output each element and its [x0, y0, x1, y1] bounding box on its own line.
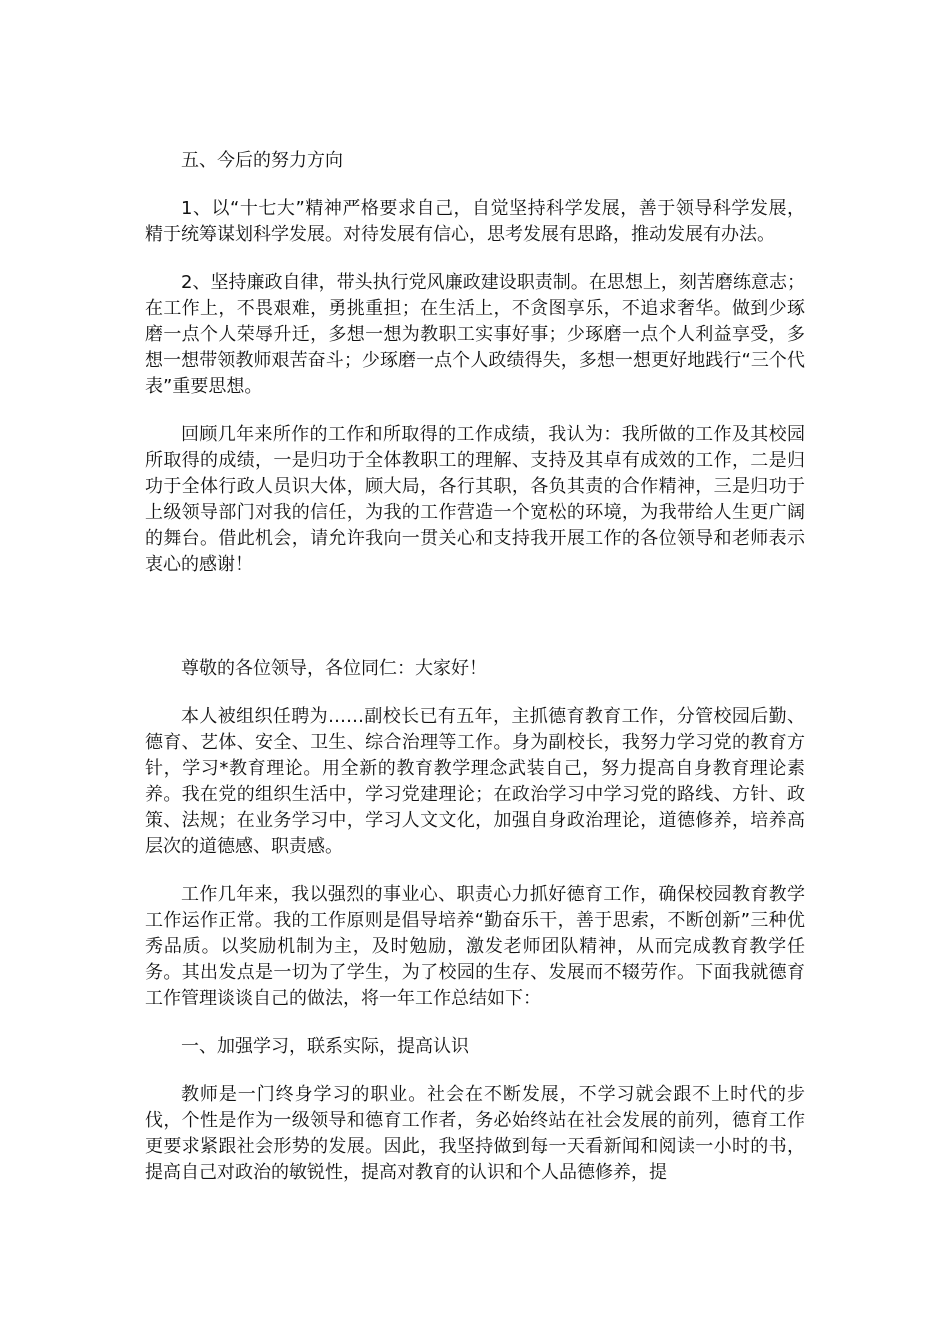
paragraph-point-1: 1、以“十七大”精神严格要求自己，自觉坚持科学发展，善于领导科学发展，精于统筹谋划科学发展。对待发展有信心，思考发展有思路，推动发展有办法。: [145, 198, 805, 245]
section-heading-future-direction: 五、今后的努力方向: [181, 150, 343, 171]
paragraph-review: 回顾几年来所作的工作和所取得的工作成绩，我认为：我所做的工作及其校园所取得的成绩，一是归功于全体教职工的理解、支持及其卓有成效的工作，二是归功于全体行政人员识大体，顾大局，各行其职，各负其责的合作精神，三是归功于上级领导部门对我的信任，为我的工作营造一个宽松的环境，为我带给人生更广阔的舞台。借此机会，请允许我向一贯关心和支持我开展工作的各位领导和老师表示衷心的感谢！: [145, 424, 805, 575]
section-divider-space: [145, 600, 805, 656]
document-body: [145, 148, 805, 1208]
greeting-line: 尊敬的各位领导，各位同仁：大家好！: [181, 658, 487, 679]
paragraph-point-2: 2、坚持廉政自律，带头执行党风廉政建设职责制。在思想上，刻苦磨练意志；在工作上，不畏艰难，勇挑重担；在生活上，不贪图享乐，不追求奢华。做到少琢磨一点个人荣辱升迁，多想一想为教职工实事好事；少琢磨一点个人利益享受，多想一想带领教师艰苦奋斗；少琢磨一点个人政绩得失，多想一想更好地践行“三个代表”重要思想。: [145, 272, 805, 397]
paragraph-introduction: 本人被组织任聘为……副校长已有五年，主抓德育教育工作，分管校园后勤、德育、艺体、安全、卫生、综合治理等工作。身为副校长，我努力学习党的教育方针，学习*教育理论。用全新的教育教学理念武装自己，努力提高自身教育理论素养。我在党的组织生活中，学习党建理论；在政治学习中学习党的路线、方针、政策、法规；在业务学习中，学习人文文化，加强自身政治理论，道德修养，培养高层次的道德感、职责感。: [145, 706, 805, 857]
section-heading-study: 一、加强学习，联系实际，提高认识: [181, 1036, 469, 1057]
paragraph-lifelong-learning: 教师是一门终身学习的职业。社会在不断发展，不学习就会跟不上时代的步伐，个性是作为一级领导和德育工作者，务必始终站在社会发展的前列，德育工作更要求紧跟社会形势的发展。因此，我坚持做到每一天看新闻和阅读一小时的书，提高自己对政治的敏锐性，提高对教育的认识和个人品德修养，提: [145, 1084, 805, 1183]
paragraph-work-principles: 工作几年来，我以强烈的事业心、职责心力抓好德育工作，确保校园教育教学工作运作正常。我的工作原则是倡导培养“勤奋乐干，善于思索，不断创新”三种优秀品质。以奖励机制为主，及时勉励，激发老师团队精神，从而完成教育教学任务。其出发点是一切为了学生，为了校园的生存、发展而不辍劳作。下面我就德育工作管理谈谈自己的做法，将一年工作总结如下：: [145, 884, 805, 1009]
